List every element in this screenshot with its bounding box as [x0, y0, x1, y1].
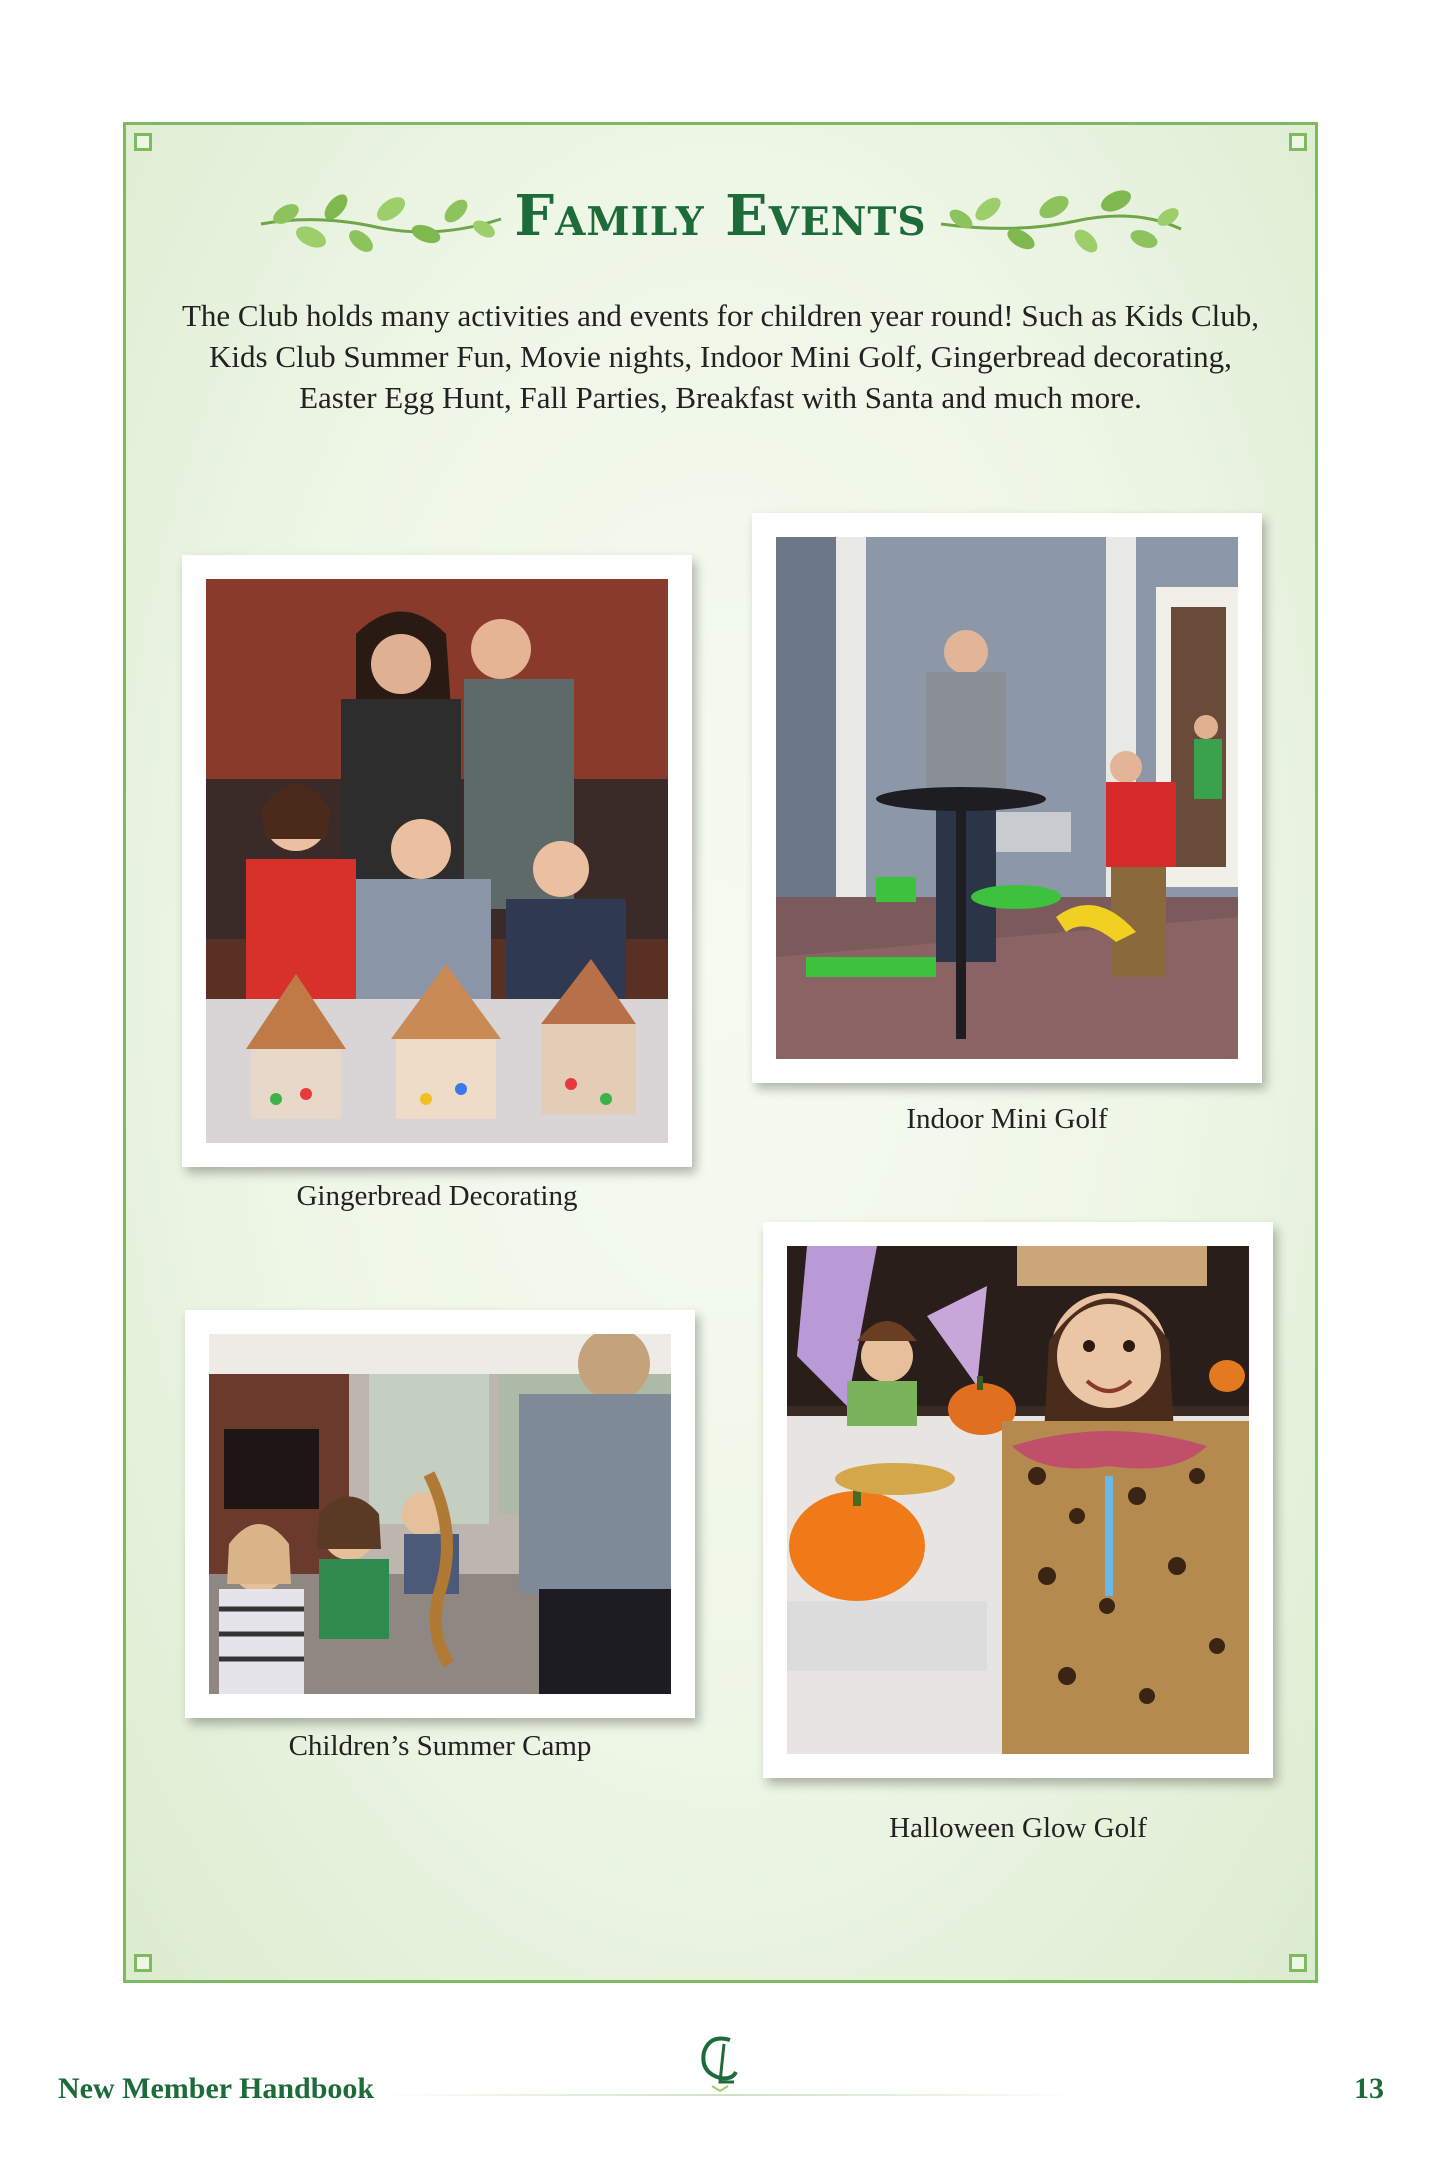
halloween-image: [787, 1246, 1249, 1754]
caption-mini-golf: Indoor Mini Golf: [906, 1103, 1108, 1135]
footer-rule: [380, 2094, 1080, 2096]
footer-handbook-title: New Member Handbook: [58, 2072, 375, 2105]
corner-ornament-br: [1281, 1946, 1307, 1972]
photo-gingerbread: [182, 555, 692, 1167]
caption-halloween: Halloween Glow Golf: [889, 1812, 1147, 1844]
page-number: 13: [1354, 2072, 1384, 2105]
photo-mini-golf: [752, 513, 1262, 1083]
corner-ornament-bl: [134, 1946, 160, 1972]
gingerbread-image: [206, 579, 668, 1143]
caption-summer-camp: Children’s Summer Camp: [288, 1730, 592, 1762]
page-title: Family Events: [514, 183, 927, 249]
vine-right-icon: [936, 179, 1186, 269]
intro-paragraph: The Club holds many activities and events for children year round! Such as Kids Club, Kids Club Summer Fun, Movie nights, Indoor Mini Golf, Gingerbread decorating, Easter Egg Hunt, Fall Parties, Breakfast with Santa and much more.: [181, 298, 1260, 415]
summer-camp-image: [209, 1334, 671, 1694]
mini-golf-image: [776, 537, 1238, 1059]
corner-ornament-tl: [134, 133, 160, 159]
corner-ornament-tr: [1281, 133, 1307, 159]
photo-halloween: [763, 1222, 1273, 1778]
club-logo-icon: [690, 2030, 750, 2092]
photo-summer-camp: [185, 1310, 695, 1718]
caption-gingerbread: Gingerbread Decorating: [296, 1180, 578, 1212]
